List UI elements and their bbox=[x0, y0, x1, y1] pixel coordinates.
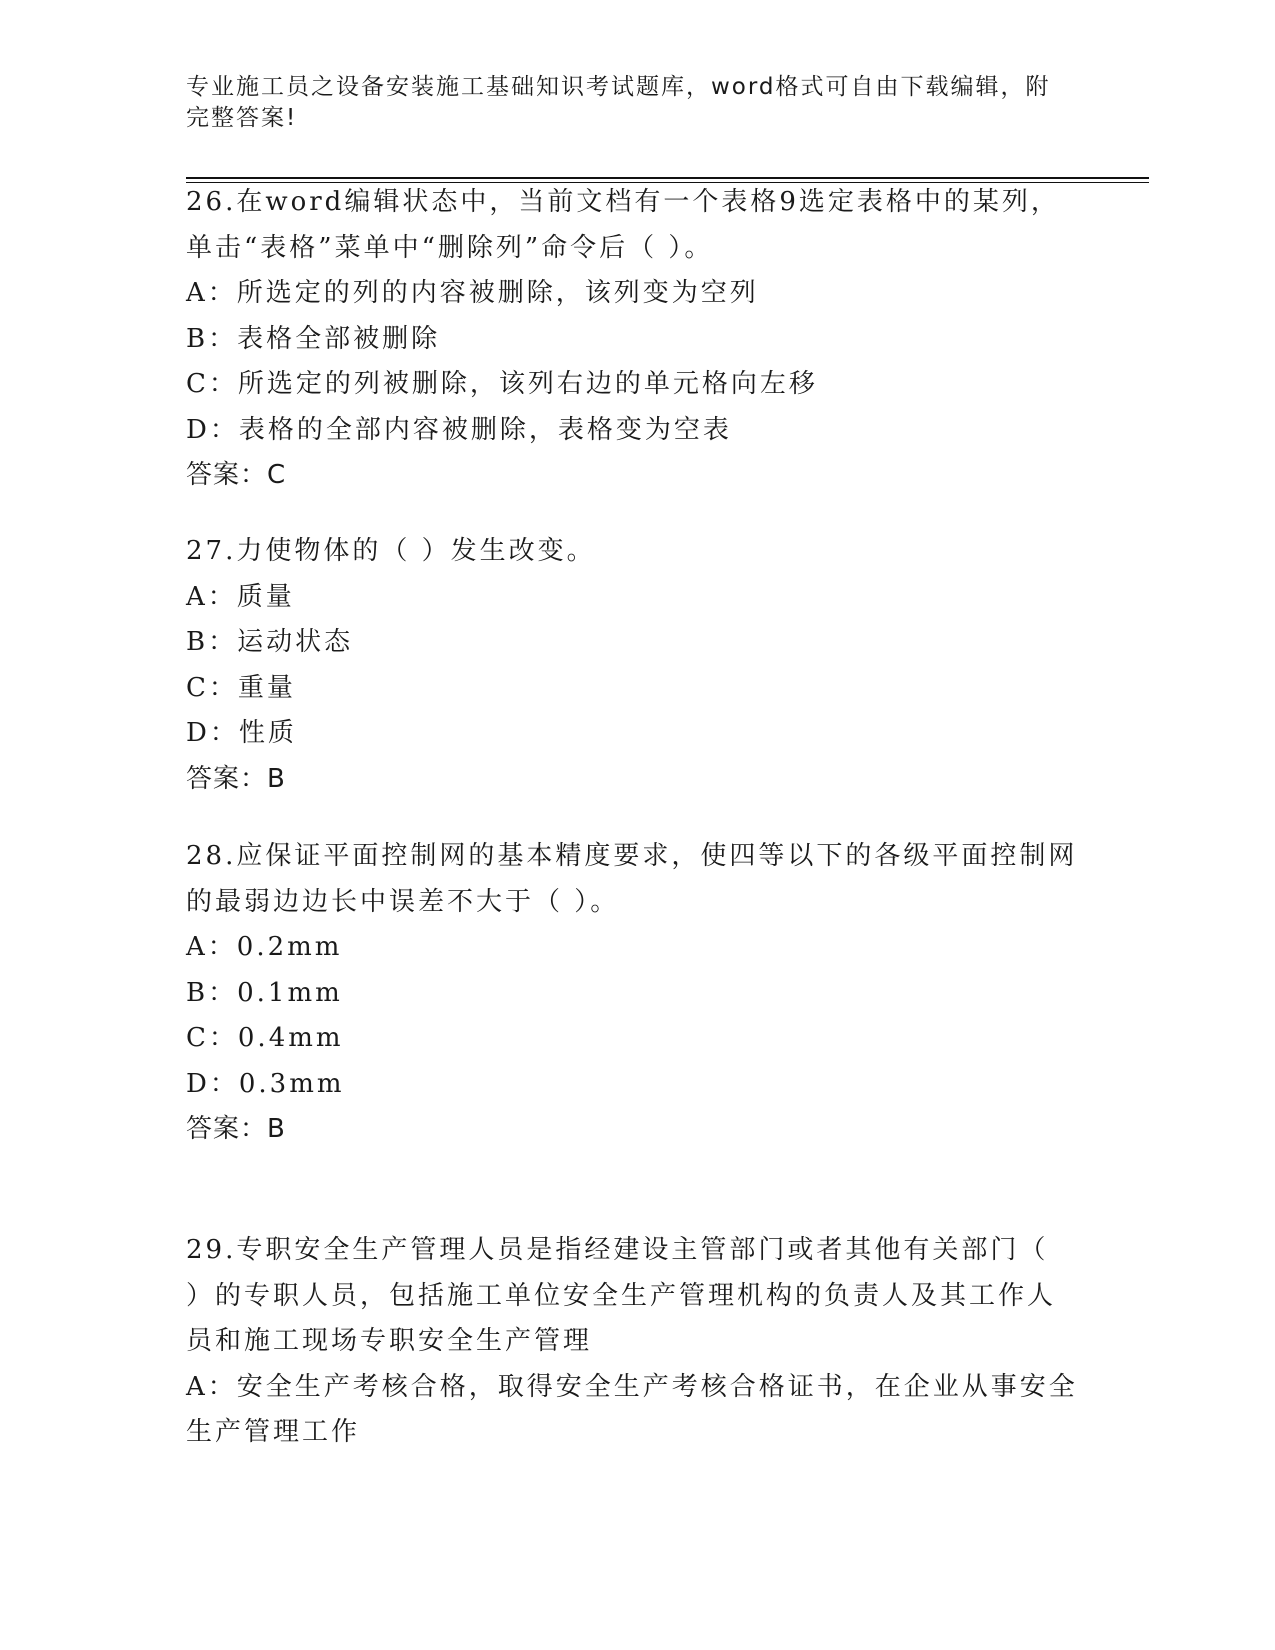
option-d: D：性质 bbox=[186, 718, 297, 748]
option-b: B：0.1mm bbox=[186, 977, 343, 1008]
option-a: 生产管理工作 bbox=[186, 1417, 361, 1447]
option-a: A：所选定的列的内容被删除，该列变为空列 bbox=[186, 278, 759, 308]
question-stem: 27.力使物体的（ ）发生改变。 bbox=[186, 536, 596, 566]
header-divider-thick bbox=[186, 177, 1149, 179]
option-c: C：重量 bbox=[186, 672, 296, 703]
question-stem: 单击“表格”菜单中“删除列”命令后（ ）。 bbox=[186, 232, 714, 263]
option-c: C：0.4mm bbox=[186, 1023, 344, 1053]
option-b: B：运动状态 bbox=[186, 627, 354, 657]
answer: 答案：B bbox=[186, 763, 286, 794]
question-29 bbox=[186, 1228, 1086, 1456]
option-a: A：质量 bbox=[186, 581, 295, 612]
question-27 bbox=[186, 529, 1086, 802]
answer: 答案：B bbox=[186, 1114, 286, 1144]
question-28 bbox=[186, 834, 1086, 1153]
option-a: A：安全生产考核合格，取得安全生产考核合格证书，在企业从事安全 bbox=[186, 1371, 1078, 1402]
option-c: C：所选定的列被删除，该列右边的单元格向左移 bbox=[186, 369, 818, 399]
question-stem: ）的专职人员，包括施工单位安全生产管理机构的负责人及其工作人 bbox=[186, 1280, 1057, 1311]
answer: 答案：C bbox=[186, 460, 287, 490]
question-stem: 29.专职安全生产管理人员是指经建设主管部门或者其他有关部门（ bbox=[186, 1235, 1049, 1265]
option-d: D：表格的全部内容被删除，表格变为空表 bbox=[186, 414, 732, 445]
question-stem: 28.应保证平面控制网的基本精度要求，使四等以下的各级平面控制网 bbox=[186, 841, 1078, 871]
option-b: B：表格全部被删除 bbox=[186, 323, 441, 354]
question-stem: 员和施工现场专职安全生产管理 bbox=[186, 1326, 593, 1356]
option-d: D：0.3mm bbox=[186, 1068, 345, 1099]
option-a: A：0.2mm bbox=[186, 932, 343, 962]
question-stem: 的最弱边边长中误差不大于（ ）。 bbox=[186, 886, 620, 917]
document-header: 专业施工员之设备安装施工基础知识考试题库，word格式可自由下载编辑，附完整答案! bbox=[186, 74, 1051, 131]
question-stem: 26.在word编辑状态中，当前文档有一个表格9选定表格中的某列， bbox=[186, 187, 1060, 217]
question-26 bbox=[186, 180, 1086, 499]
